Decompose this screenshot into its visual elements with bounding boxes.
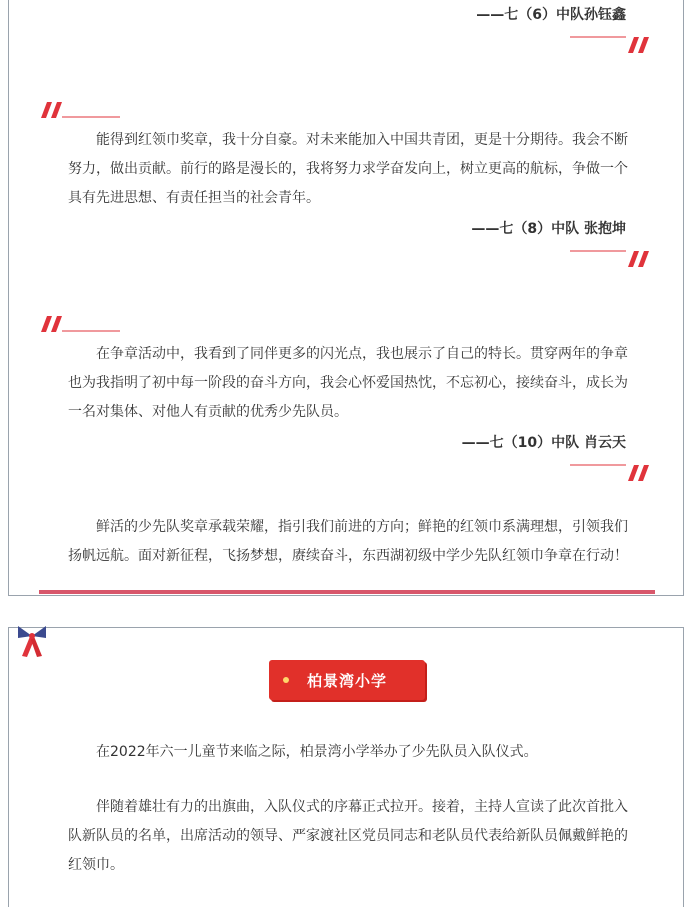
double-quote-close-icon (568, 34, 650, 56)
section-title-badge (269, 660, 425, 700)
closing-paragraph: 鲜活的少先队奖章承载荣耀，指引我们前进的方向；鲜艳的红领巾系满理想，引领我们扬帆远航。面对新征程，飞扬梦想，赓续奋斗，东西湖初级中学少先队红领巾争章在行动！ (68, 519, 628, 564)
signature-3: ——七（10）中队 肖云天 (461, 435, 626, 451)
double-quote-close-icon (568, 248, 650, 270)
double-quote-open-icon (40, 100, 122, 120)
bullet-dot-icon (283, 677, 289, 683)
signature-1: ——七（6）中队孙钰鑫 (476, 7, 626, 23)
ceremony-paragraph: 伴随着雄壮有力的出旗曲，入队仪式的序幕正式拉开。接着，主持人宣读了此次首批入队新队员的名单，出席活动的领导、严家渡社区党员同志和老队员代表给新队员佩戴鲜艳的红领巾。 (68, 799, 628, 873)
testimonial-card (8, 0, 684, 596)
section-title: 柏景湾小学 (307, 671, 388, 690)
quote-text-2: 能得到红领巾奖章，我十分自豪。对未来能加入中国共青团，更是十分期待。我会不断努力，做出贡献。前行的路是漫长的，我将努力求学奋发向上，树立更高的航标，争做一个具有先进思想、有责任担当的社会青年。 (68, 132, 628, 206)
signature-2: ——七（8）中队 张抱坤 (471, 221, 626, 237)
ribbon-bow-icon (18, 626, 48, 658)
intro-paragraph: 在2022年六一儿童节来临之际，柏景湾小学举办了少先队员入队仪式。 (96, 744, 538, 760)
school-section-card (8, 627, 684, 907)
double-quote-close-icon (568, 462, 650, 484)
double-quote-open-icon (40, 314, 122, 334)
quote-text-3: 在争章活动中，我看到了同伴更多的闪光点，我也展示了自己的特长。贯穿两年的争章也为我指明了初中每一阶段的奋斗方向，我会心怀爱国热忱，不忘初心，接续奋斗，成长为一名对集体、对他人有贡献的优秀少先队员。 (68, 346, 628, 420)
bottom-accent-bar (39, 590, 655, 594)
